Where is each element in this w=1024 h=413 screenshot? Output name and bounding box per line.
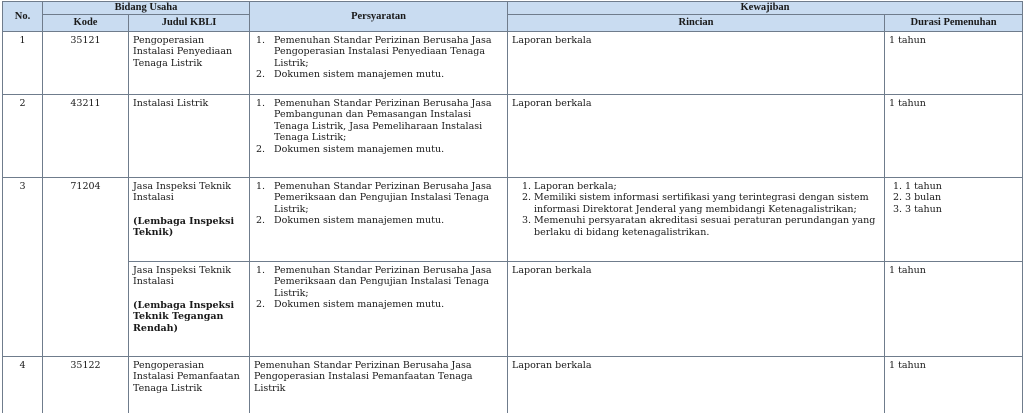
persyaratan-item: 2. Dokumen sistem manajemen mutu.	[256, 299, 445, 311]
header-no: No.	[3, 2, 43, 32]
row-no: 4	[3, 356, 43, 413]
table-row	[3, 356, 1023, 413]
row-kode: 35122	[43, 356, 129, 413]
row-judul-bold: (Lembaga Inspeksi Teknik Tegangan Rendah)	[133, 299, 235, 334]
header-durasi: Durasi Pemenuhan	[885, 14, 1023, 31]
persyaratan-item: 1. Pemenuhan Standar Perizinan Berusaha Jasa Pemeriksaan dan Pengujian Instalasi Tenaga Listrik;	[256, 180, 492, 215]
row-persyaratan	[250, 94, 508, 177]
table-row	[3, 261, 1023, 356]
row-judul: Jasa Inspeksi Teknik Instalasi (Lembaga Inspeksi Teknik Tegangan Rendah)	[129, 261, 250, 356]
row-persyaratan	[250, 177, 508, 261]
rincian-item: 3. Memenuhi persyaratan akreditasi sesuai peraturan perundangan yang berlaku di bidang ketenagalistrikan.	[522, 215, 876, 238]
row-no: 2	[3, 94, 43, 177]
row-judul: Pengoperasian Instalasi Pemanfaatan Tenaga Listrik	[129, 356, 250, 413]
row-durasi: 1 tahun	[885, 31, 1023, 94]
row-durasi: 1 tahun	[885, 94, 1023, 177]
header-judul-kbli: Judul KBLI	[129, 14, 250, 31]
row-kode: 71204	[43, 177, 129, 356]
persyaratan-item: 2. Dokumen sistem manajemen mutu.	[256, 143, 445, 155]
durasi-item: 3. 3 tahun	[893, 203, 942, 215]
persyaratan-item: 2. Dokumen sistem manajemen mutu.	[256, 215, 445, 227]
rincian-item: 2. Memiliki sistem informasi sertifikasi yang terintegrasi dengan sistem informasi Direktorat Jenderal yang membidangi Ketenagalistrikan;	[522, 192, 869, 215]
row-rincian: Laporan berkala	[508, 31, 885, 94]
row-kode: 43211	[43, 94, 129, 177]
row-persyaratan	[250, 261, 508, 356]
persyaratan-item: 1. Pemenuhan Standar Perizinan Berusaha Jasa Pembangunan dan Pemasangan Instalasi Tenaga Listrik, Jasa Pemeliharaan Instalasi Tenaga Listrik;	[256, 97, 492, 144]
table-row	[3, 94, 1023, 177]
row-rincian	[508, 177, 885, 261]
row-persyaratan	[250, 31, 508, 94]
header-bidang-usaha: Bidang Usaha	[43, 2, 250, 15]
header-rincian: Rincian	[508, 14, 885, 31]
row-persyaratan: Pemenuhan Standar Perizinan Berusaha Jasa Pengoperasian Instalasi Pemanfaatan Tenaga Listrik	[250, 356, 508, 413]
header-persyaratan: Persyaratan	[250, 2, 508, 32]
persyaratan-item: 2. Dokumen sistem manajemen mutu.	[256, 69, 445, 81]
header-kode: Kode	[43, 14, 129, 31]
row-rincian: Laporan berkala	[508, 94, 885, 177]
row-no: 3	[3, 177, 43, 356]
persyaratan-item: 1. Pemenuhan Standar Perizinan Berusaha Jasa Pengoperasian Instalasi Penyediaan Tenaga Listrik;	[256, 34, 492, 69]
header-kewajiban: Kewajiban	[508, 2, 1023, 15]
row-durasi: 1 tahun	[885, 356, 1023, 413]
row-judul: Jasa Inspeksi Teknik Instalasi (Lembaga Inspeksi Teknik)	[129, 177, 250, 261]
table-row	[3, 31, 1023, 94]
durasi-item: 1. 1 tahun	[893, 180, 942, 192]
row-judul: Instalasi Listrik	[129, 94, 250, 177]
row-rincian: Laporan berkala	[508, 261, 885, 356]
persyaratan-item: 1. Pemenuhan Standar Perizinan Berusaha Jasa Pemeriksaan dan Pengujian Instalasi Tenaga Listrik;	[256, 264, 492, 299]
durasi-item: 2. 3 bulan	[893, 192, 942, 204]
rincian-item: 1. Laporan berkala;	[522, 180, 617, 192]
row-durasi	[885, 177, 1023, 261]
row-rincian: Laporan berkala	[508, 356, 885, 413]
row-no: 1	[3, 31, 43, 94]
row-kode: 35121	[43, 31, 129, 94]
row-judul: Pengoperasian Instalasi Penyediaan Tenaga Listrik	[129, 31, 250, 94]
row-judul-bold: (Lembaga Inspeksi Teknik)	[133, 215, 235, 239]
table-row	[3, 177, 1023, 261]
kbli-table	[2, 1, 1023, 413]
row-durasi: 1 tahun	[885, 261, 1023, 356]
